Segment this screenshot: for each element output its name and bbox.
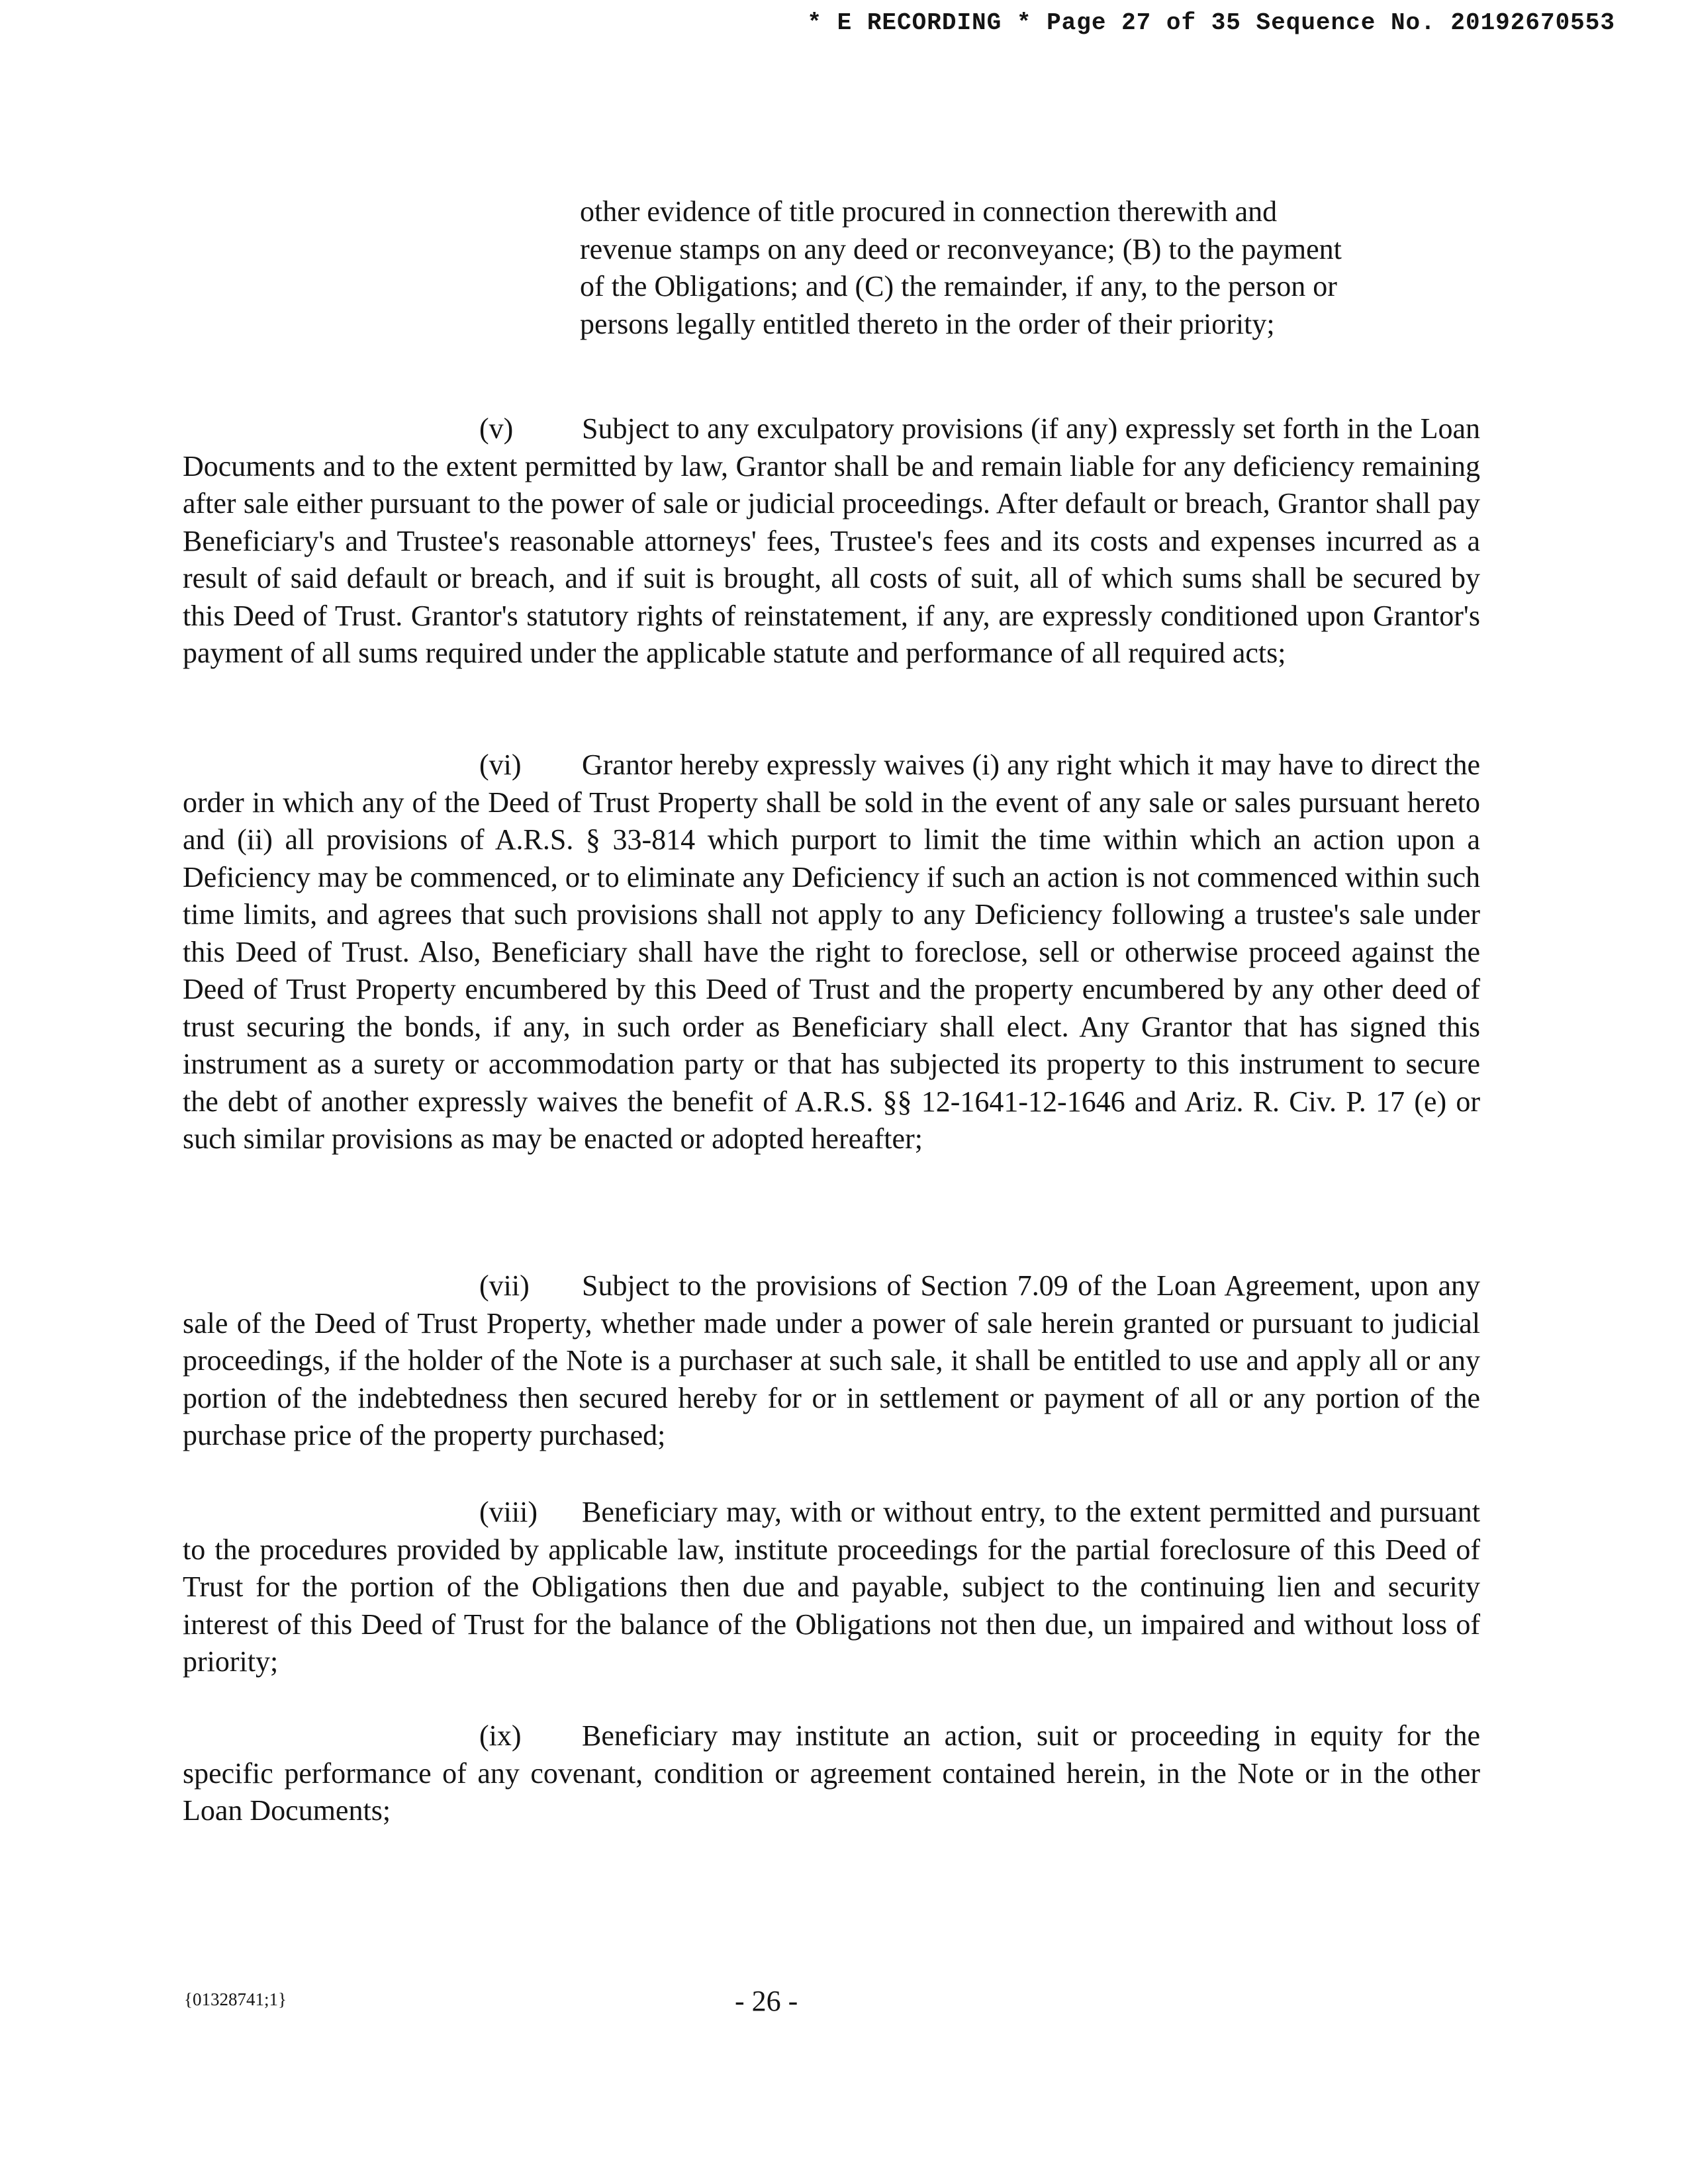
clause-number: (ix) (479, 1719, 522, 1752)
clause-text: Grantor hereby expressly waives (i) any right which it may have to direct the order in which any of the Deed of Trust Property shall be sold in the event of any sale or sales pursuant hereto and (ii) all provisions of A.R.S. § 33-814 which purport to limit the time within which an action upon a Deficiency may be commenced, or to eliminate any Deficiency if such an action is not commenced within such time limits, and agrees that such provisions shall not apply to any Deficiency following a trustee's sale under this Deed of Trust. Also, Beneficiary shall have the right to foreclose, sell or otherwise proceed against the Deed of Trust Property encumbered by this Deed of Trust and the property encumbered by any other deed of trust securing the bonds, if any, in such order as Beneficiary shall elect. Any Grantor that has signed this instrument as a surety or accommodation party or that has subjected its property to this instrument to secure the debt of another expressly waives the benefit of A.R.S. §§ 12-1641-12-1646 and Ariz. R. Civ. P. 17 (e) or such similar provisions as may be enacted or adopted hereafter; (183, 749, 1480, 1155)
clause-text: Subject to the provisions of Section 7.09 of the Loan Agreement, upon any sale of the Deed of Trust Property, whether made under a power of sale herein granted or pursuant to judicial proceedings, if the holder of the Note is a purchaser at such sale, it shall be entitled to use and apply all or any portion of the indebtedness then secured hereby for or in settlement or payment of all or any portion of the purchase price of the property purchased; (183, 1269, 1480, 1451)
clause-text: Subject to any exculpatory provisions (if any) expressly set forth in the Loan Documents and to the extent permitted by law, Grantor shall be and remain liable for any deficiency remaining after sale either pursuant to the power of sale or judicial proceedings. After default or breach, Grantor shall pay Beneficiary's and Trustee's reasonable attorneys' fees, Trustee's fees and its costs and expenses incurred as a result of said default or breach, and if suit is brought, all costs of suit, all of which sums shall be secured by this Deed of Trust. Grantor's statutory rights of reinstatement, if any, are expressly conditioned upon Grantor's payment of all sums required under the applicable statute and performance of all required acts; (183, 412, 1480, 669)
recording-header: * E RECORDING * Page 27 of 35 Sequence No. 20192670553 (807, 9, 1615, 36)
clause-ix (183, 1717, 1480, 1830)
clause-number: (vii) (479, 1269, 530, 1302)
clause-text: Beneficiary may institute an action, suit or proceeding in equity for the specific performance of any covenant, condition or agreement contained herein, in the Note or in the other Loan Documents; (183, 1719, 1480, 1827)
clause-number: (vi) (479, 749, 522, 781)
clause-viii (183, 1494, 1480, 1681)
continuation-line: persons legally entitled thereto in the order of their priority; (580, 307, 1275, 340)
clause-v (183, 410, 1480, 672)
page-number: - 26 - (735, 1985, 798, 2017)
continuation-line: of the Obligations; and (C) the remainder, if any, to the person or (580, 270, 1337, 302)
clause-text: Beneficiary may, with or without entry, to the extent permitted and pursuant to the procedures provided by applicable law, institute proceedings for the partial foreclosure of this Deed of Trust for the portion of the Obligations then due and payable, subject to the continuing lien and security interest of this Deed of Trust for the balance of the Obligations not then due, un impaired and without loss of priority; (183, 1496, 1480, 1678)
clause-vi (183, 747, 1480, 1158)
continuation-paragraph (580, 193, 1480, 343)
clause-number: (viii) (479, 1496, 538, 1528)
continuation-line: other evidence of title procured in connection therewith and (580, 195, 1278, 228)
clause-number: (v) (479, 412, 514, 445)
clause-vii (183, 1267, 1480, 1455)
document-id: {01328741;1} (184, 1989, 287, 2009)
continuation-line: revenue stamps on any deed or reconveyance; (B) to the payment (580, 232, 1342, 265)
